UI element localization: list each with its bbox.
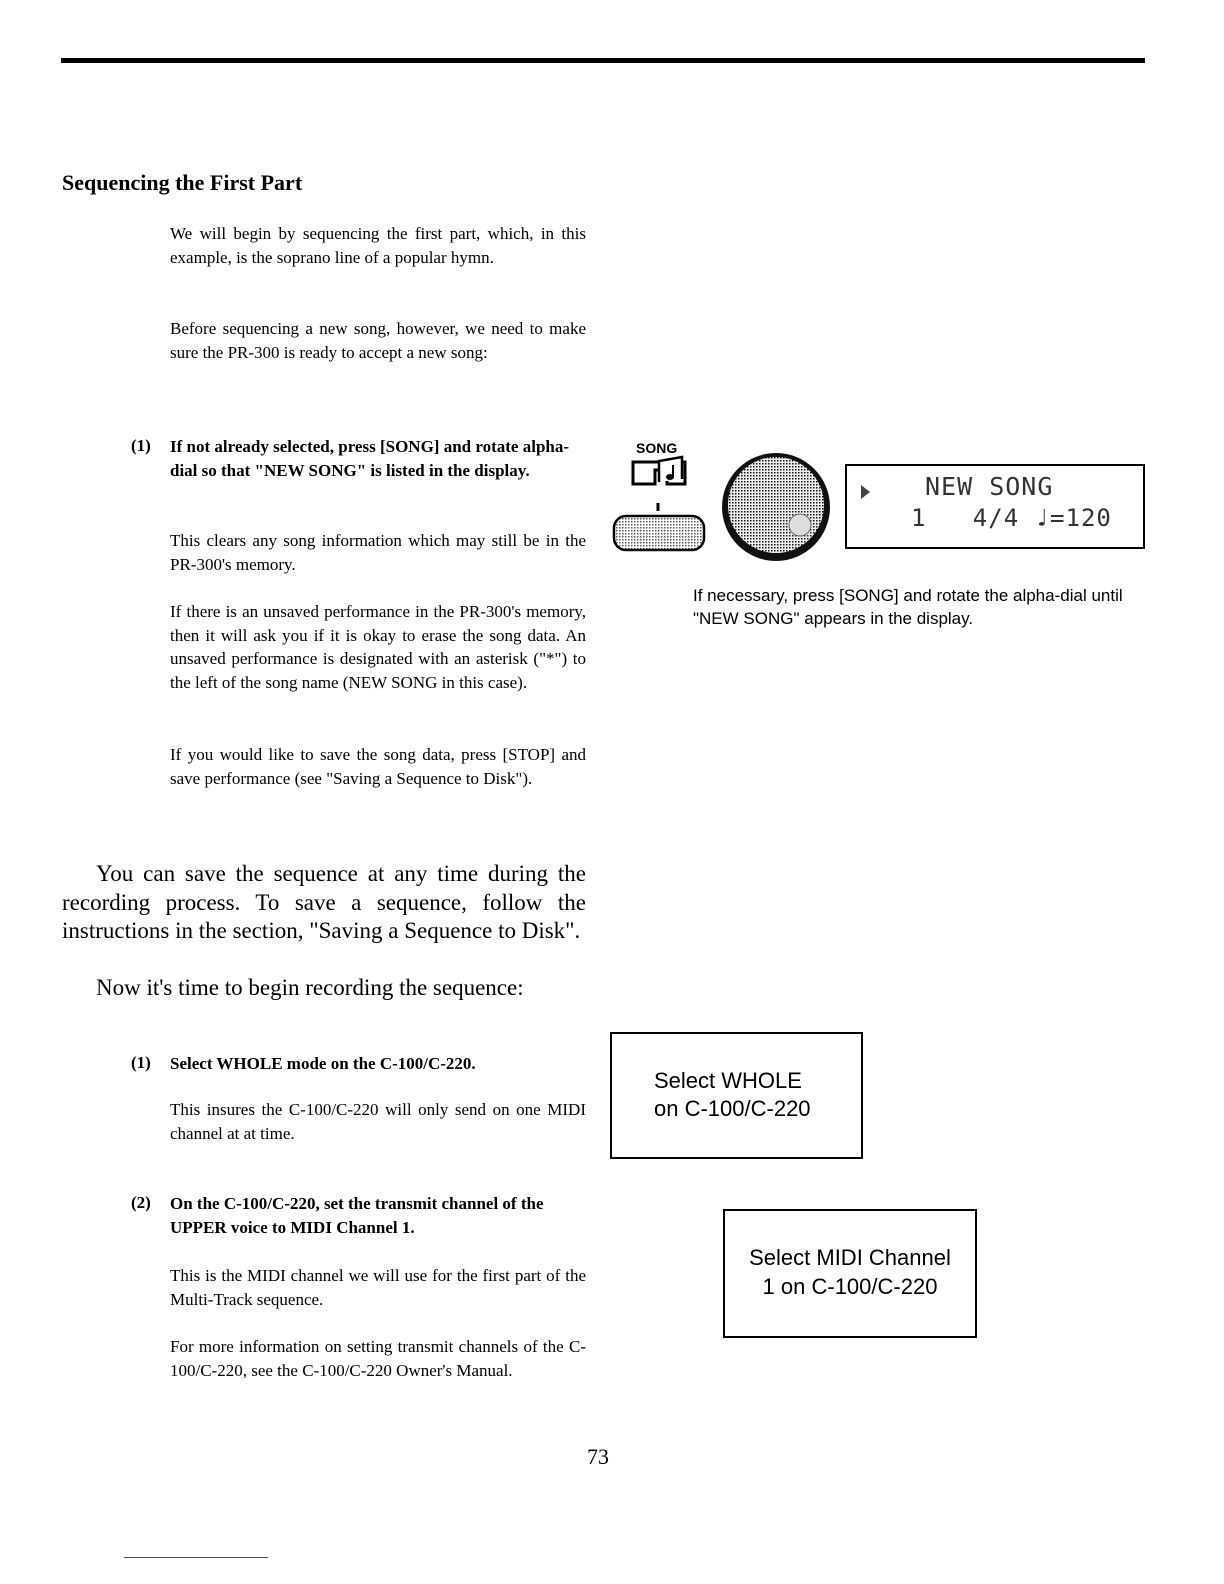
step-3-number: (2) (131, 1193, 151, 1212)
intro-paragraph-2: Before sequencing a new song, however, we need to make sure the PR-300 is ready to accept a new song: (170, 319, 586, 362)
figure-1-caption: If necessary, press [SONG] and rotate the alpha-dial until "NEW SONG" appears in the display. (693, 586, 1123, 628)
callout-box-whole (610, 1032, 863, 1159)
step-3-paragraph-1: This is the MIDI channel we will use for the first part of the Multi-Track sequence. (170, 1266, 586, 1309)
callout-box-midi-line-1: Select MIDI Channel (749, 1245, 951, 1270)
step-1-paragraph-2: If there is an unsaved performance in the PR-300's memory, then it will ask you if it is okay to erase the song data. An unsaved performance is designated with an asterisk ("*") to the left of the song name (NEW SONG in this case). (170, 602, 586, 692)
callout-box-midi-line-2: 1 on C-100/C-220 (762, 1274, 938, 1299)
footer-line (124, 1557, 268, 1558)
step-3-title: On the C-100/C-220, set the transmit channel of the UPPER voice to MIDI Channel 1. (170, 1194, 544, 1237)
step-2-title: Select WHOLE mode on the C-100/C-220. (170, 1054, 476, 1073)
intro-paragraph-1: We will begin by sequencing the first part, which, in this example, is the soprano line of a popular hymn. (170, 224, 586, 267)
section-heading: Sequencing the First Part (62, 170, 303, 195)
step-1-paragraph-3: If you would like to save the song data, press [STOP] and save performance (see "Saving a Sequence to Disk"). (170, 745, 586, 788)
step-1-paragraph-1: This clears any song information which may still be in the PR-300's memory. (170, 531, 586, 574)
step-1-number: (1) (131, 436, 151, 455)
alpha-dial (720, 451, 832, 563)
step-2-number: (1) (131, 1053, 151, 1072)
cursor-arrow-icon (859, 484, 871, 500)
dial-knob (789, 514, 811, 536)
song-book-icon (633, 457, 685, 484)
song-button (614, 516, 704, 550)
step-1-title: If not already selected, press [SONG] and rotate alpha-dial so that "NEW SONG" is listed in the display. (170, 437, 570, 480)
step-3-paragraph-2: For more information on setting transmit channels of the C-100/C-220, see the C-100/C-220 Owner's Manual. (170, 1337, 586, 1380)
top-rule (61, 58, 1145, 63)
page-number: 73 (587, 1444, 609, 1469)
lcd-line-1: NEW SONG (925, 472, 1054, 501)
song-button-figure (610, 455, 710, 555)
callout-box-whole-line-2: on C-100/C-220 (654, 1096, 811, 1121)
lcd-display (845, 464, 1145, 549)
song-button-label: SONG (636, 440, 678, 456)
callout-box-midi-channel (723, 1209, 977, 1338)
callout-box-whole-line-1: Select WHOLE (654, 1068, 802, 1093)
step-2-paragraph: This insures the C-100/C-220 will only send on one MIDI channel at at time. (170, 1100, 586, 1143)
body-paragraph-1: You can save the sequence at any time during the recording process. To save a sequence, follow the instructions in the section, "Saving a Sequence to Disk". (62, 861, 586, 943)
body-paragraph-2: Now it's time to begin recording the sequence: (96, 975, 524, 1000)
lcd-line-2: 1 4/4 ♩=120 (911, 504, 1112, 532)
